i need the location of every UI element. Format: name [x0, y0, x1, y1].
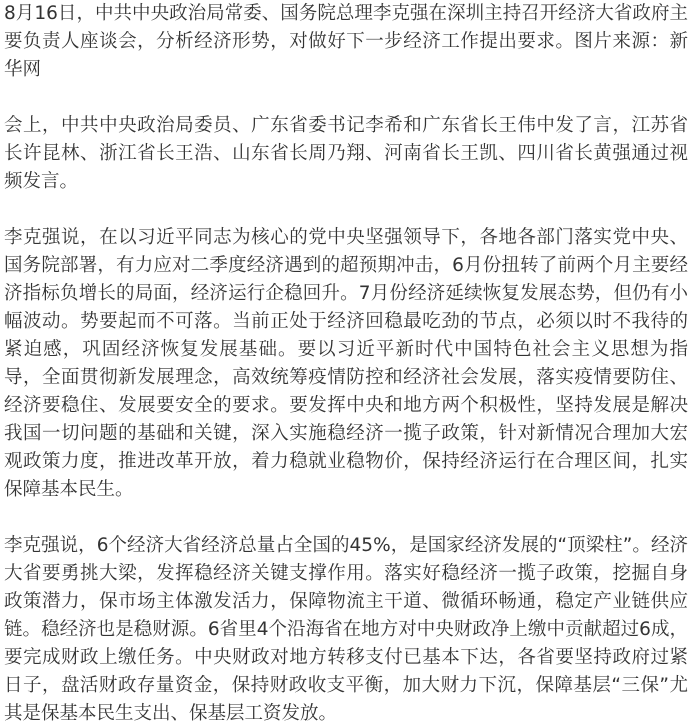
paragraph-speakers: 会上，中共中央政治局委员、广东省委书记李希和广东省长王伟中发了言，江苏省长许昆林、浙江省长王浩、山东省长周乃翔、河南省长王凯、四川省长黄强通过视频发言。 — [4, 115, 688, 192]
paragraph-meeting-intro: 8月16日，中共中央政治局常委、国务院总理李克强在深圳主持召开经济大省政府主要负责人座谈会，分析经济形势，对做好下一步经济工作提出要求。图片来源：新华网 — [4, 3, 688, 80]
paragraph-economic-provinces: 李克强说，6个经济大省经济总量占全国的45%，是国家经济发展的“顶梁柱”。经济大省要勇挑大梁，发挥稳经济关键支撑作用。落实好稳经济一揽子政策，挖掘自身政策潜力，保市场主体激发活力，保障物流主干道、微循环畅通，稳定产业链供应链。稳经济也是稳财源。6省里4个沿海省在地方对中央财政净上缴中贡献超过6成，要完成财政上缴任务。中央财政对地方转移支付已基本下达，各省要坚持政府过紧日子，盘活财政存量资金，保持财政收支平衡，加大财力下沉，保障基层“三保”尤其是保基本民生支出、保基层工资发放。 — [4, 535, 688, 724]
paragraph-economic-situation: 李克强说，在以习近平同志为核心的党中央坚强领导下，各地各部门落实党中央、国务院部署，有力应对二季度经济遇到的超预期冲击，6月份扭转了前两个月主要经济指标负增长的局面，经济运行企稳回升。7月份经济延续恢复发展态势，但仍有小幅波动。势要起而不可落。当前正处于经济回稳最吃劲的节点，必须以时不我待的紧迫感，巩固经济恢复发展基础。要以习近平新时代中国特色社会主义思想为指导，全面贯彻新发展理念，高效统筹疫情防控和经济社会发展，落实疫情要防住、经济要稳住、发展要安全的要求。要发挥中央和地方两个积极性，坚持发展是解决我国一切问题的基础和关键，深入实施稳经济一揽子政策，针对新情况合理加大宏观政策力度，推进改革开放，着力稳就业稳物价，保持经济运行在合理区间，扎实保障基本民生。 — [4, 227, 688, 500]
article-body — [4, 0, 688, 728]
